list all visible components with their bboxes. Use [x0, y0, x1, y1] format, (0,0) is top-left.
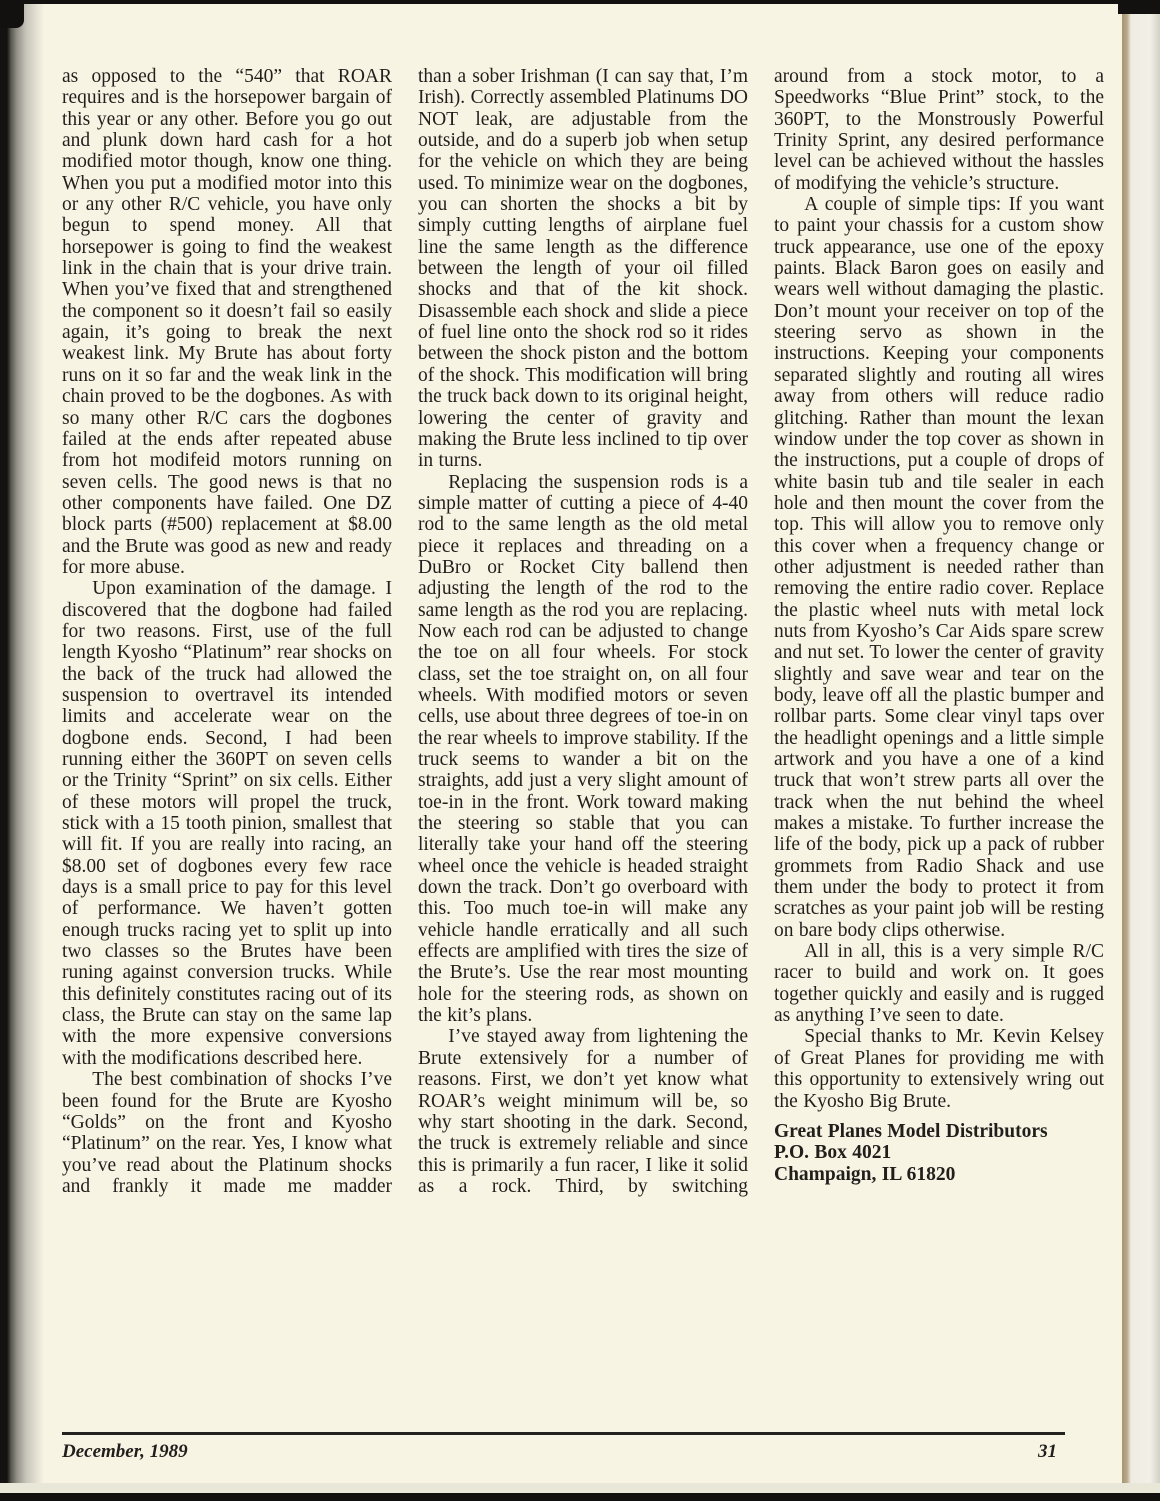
left-scan-edge — [0, 0, 44, 1501]
page-footer — [62, 1432, 1065, 1462]
text-column-1 — [62, 66, 392, 1197]
article-paragraph: I’ve stayed away from lightening the Brute extensively for a number of reasons. First, we don’t yet know what ROAR’s weight minimum will be, so why start shooting in the dark. Second, the truck is extremely reliable and since this is primarily a fun racer, I like it solid as a rock. Third, by switching — [418, 1026, 748, 1197]
publisher-address-line: P.O. Box 4021 — [774, 1142, 892, 1164]
article-paragraph: around from a stock motor, to a Speedworks “Blue Print” stock, to the 360PT, to the Monstrously Powerful Trinity Sprint, any desired performance level can be achieved without the hassles of modifying the vehicle’s structure. — [774, 66, 1104, 194]
publisher-address-line: Champaign, IL 61820 — [774, 1163, 956, 1185]
article-paragraph: as opposed to the “540” that ROAR requires and is the horsepower bargain of this year or any other. Before you go out and plunk down hard cash for a hot modified motor though, know one thing. When you put a modified motor into this or any other R/C vehicle, you have only begun to spend money. All that horsepower is going to find the weakest link in the chain that is your drive train. When you’ve fixed that and strengthened the component so it doesn’t fail so easily again, it’s going to break the next weakest link. My Brute has about forty runs on it so far and the weak link in the chain proved to be the dogbones. As with so many other R/C cars the dogbones failed at the ends after repeated abuse from hot modifeid motors running on seven cells. The good news is that no other components have failed. One DZ block parts (#500) replacement at $8.00 and the Brute was good as new and ready for more abuse. — [62, 66, 392, 578]
right-page-edge — [1122, 0, 1160, 1501]
footer-date: December, 1989 — [62, 1441, 188, 1462]
article-paragraph: than a sober Irishman (I can say that, I’m Irish). Correctly assembled Platinums DO NOT leak, are adjustable from the outside, and do a superb job when setup for the vehicle on which they are being used. To minimize wear on the dogbones, you can shorten the shocks a bit by simply cutting lengths of airplane fuel line the same length as the difference between the length of your oil filled shocks and that of the kit shock. Disassemble each shock and slide a piece of fuel line onto the shock rod so it rides between the shock piston and the bottom of the shock. This modification will bring the truck back down to its original height, lowering the center of gravity and making the Brute less inclined to tip over in turns. — [418, 66, 748, 472]
article-paragraph: All in all, this is a very simple R/C racer to build and work on. It goes together quickly and easily and is rugged as anything I’ve seen to date. — [774, 941, 1104, 1027]
bottom-scan-edge — [0, 1493, 1160, 1501]
article-paragraph: A couple of simple tips: If you want to paint your chassis for a custom show truck appearance, use one of the epoxy paints. Black Baron goes on easily and wears well without damaging the plastic. Don’t mount your receiver on top of the steering servo as shown in the instructions. Keeping your components separated slightly and routing all wires away from others will reduce radio glitching. Rather than mount the lexan window under the top cover as shown in the instructions, put a couple of drops of white basin tub and tile sealer in each hole and then mount the cover from the top. This will allow you to remove only this cover when a frequency change or other adjustment is needed rather than removing the entire radio cover. Replace the plastic wheel nuts with metal lock nuts from Kyosho’s Car Aids spare screw and nut set. To lower the center of gravity slightly and save wear and tear on the body, leave off all the plastic bumper and rollbar parts. Some clear vinyl taps over the headlight openings and a little simple artwork and you have a one of a kind truck that won’t strew parts all over the track when the nut behind the wheel makes a mistake. To further increase the life of the body, pick up a pack of rubber grommets from Radio Shack and use them under the body to protect it from scratches as your paint job will be resting on bare body clips otherwise. — [774, 194, 1104, 941]
top-right-scan-mark — [1118, 0, 1160, 14]
article-paragraph: Upon examination of the damage. I discovered that the dogbone had failed for two reasons. First, use of the full length Kyosho “Platinum” rear shocks on the back of the truck had allowed the suspension to overtravel its intended limits and accelerate wear on the dogbone ends. Second, I had been running either the 360PT on seven cells or the Trinity “Sprint” on six cells. Either of these motors will propel the truck, stick with a 15 tooth pinion, smallest that will fit. If you are really into racing, an $8.00 set of dogbones every few race days is a small price to pay for this level of performance. We haven’t gotten enough trucks racing yet to split up into two classes so the Brutes have been runing against conversion trucks. While this definitely constitutes racing out of its class, the Brute can stay on the same lap with the more expensive conversions with the modifications described here. — [62, 578, 392, 1069]
article-paragraph: Replacing the suspension rods is a simple matter of cutting a piece of 4-40 rod to the same length as the old metal piece it replaces and threading on a DuBro or Rocket City ballend then adjusting the length of the rod to the same length as the rod you are replacing. Now each rod can be adjusted to change the toe on all four wheels. For stock class, set the toe straight on, on all four wheels. With modified motors or seven cells, use about three degrees of toe-in on the rear wheels to improve stability. If the truck seems to wander a bit on the straights, add just a very slight amount of toe-in in the front. Work toward making the steering so stable that you can literally take your hand off the steering wheel once the vehicle is headed straight down the track. Don’t go overboard with this. Too much toe-in will make any vehicle handle erratically and all such effects are amplified with tires the size of the Brute’s. Use the rear most mounting hole for the steering rods, as shown on the kit’s plans. — [418, 471, 748, 1027]
page-number: 31 — [1038, 1441, 1057, 1462]
article-paragraph: Special thanks to Mr. Kevin Kelsey of Great Planes for providing me with this opportunity to extensively wring out the Kyosho Big Brute. — [774, 1026, 1104, 1112]
top-left-scan-mark — [0, 0, 24, 28]
article-paragraph: The best combination of shocks I’ve been found for the Brute are Kyosho “Golds” on the front and Kyosho “Platinum” on the rear. Yes, I know what you’ve read about the Platinum shocks and frankly it made me madder — [62, 1069, 392, 1197]
bottom-scan-band — [0, 1483, 1160, 1493]
text-column-3 — [774, 66, 1104, 1197]
top-scan-edge — [0, 0, 1160, 4]
article-columns — [62, 66, 1104, 1197]
text-column-2 — [418, 66, 748, 1197]
publisher-address-line: Great Planes Model Distributors — [774, 1120, 1048, 1142]
